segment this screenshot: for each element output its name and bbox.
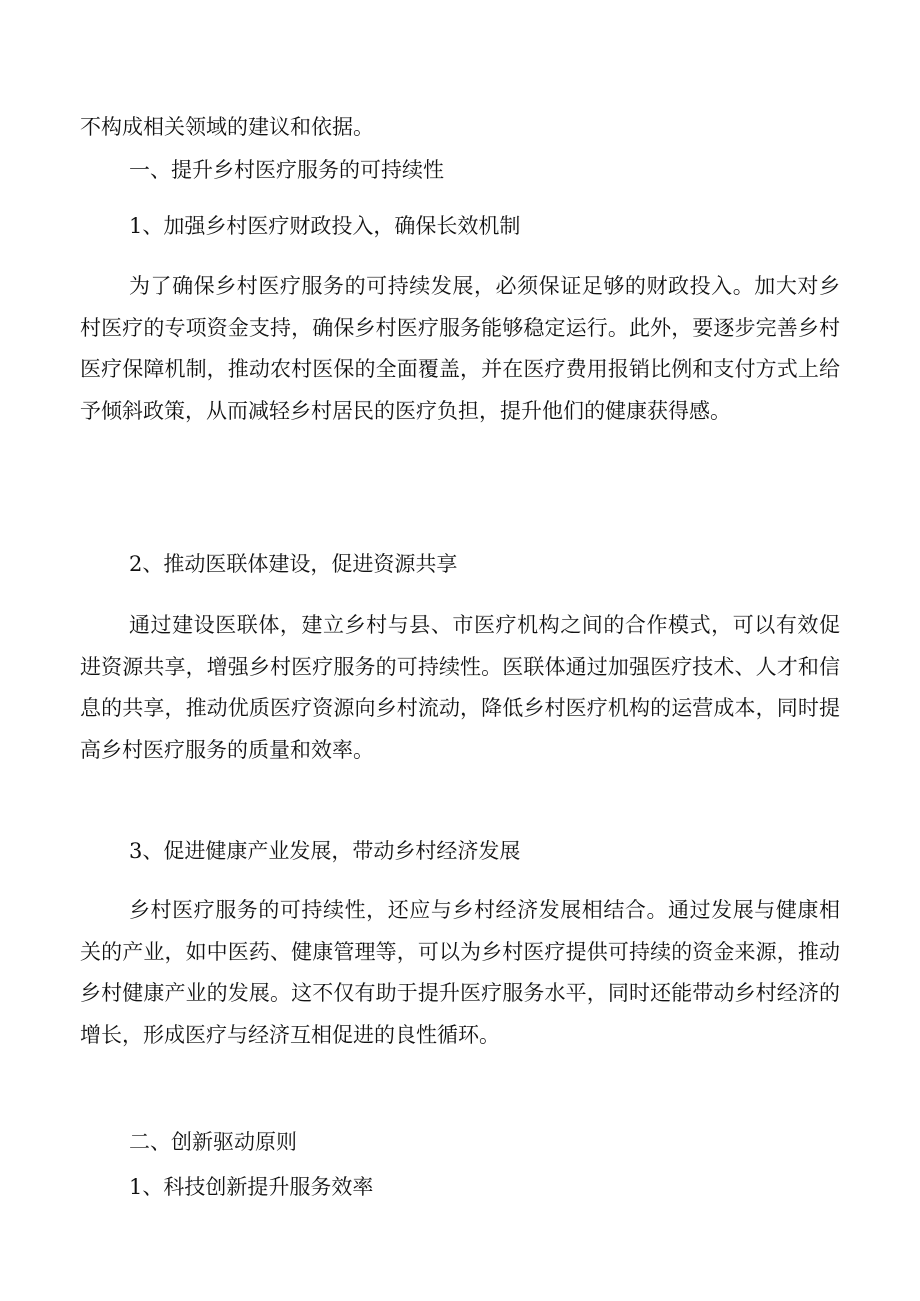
subsection-title-1-1: 1、加强乡村医疗财政投入，确保长效机制 bbox=[129, 214, 521, 238]
paragraph-1-3: 乡村医疗服务的可持续性，还应与乡村经济发展相结合。通过发展与健康相关的产业，如中医药、健康管理等，可以为乡村医疗提供可持续的资金来源，推动乡村健康产业的发展。这不仅有助于提升医疗服务水平，同时还能带动乡村经济的增长，形成医疗与经济互相促进的良性循环。 bbox=[80, 898, 840, 1047]
subsection-title-2-1: 1、科技创新提升服务效率 bbox=[129, 1175, 374, 1199]
subsection-title-1-3: 3、促进健康产业发展，带动乡村经济发展 bbox=[129, 839, 521, 863]
section-heading-2: 二、创新驱动原则 bbox=[129, 1130, 297, 1154]
subsection-title-1-2: 2、推动医联体建设，促进资源共享 bbox=[129, 552, 458, 576]
continuation-text: 不构成相关领域的建议和依据。 bbox=[80, 115, 374, 139]
section-heading-1: 一、提升乡村医疗服务的可持续性 bbox=[129, 158, 444, 182]
paragraph-1-1: 为了确保乡村医疗服务的可持续发展，必须保证足够的财政投入。加大对乡村医疗的专项资金支持，确保乡村医疗服务能够稳定运行。此外，要逐步完善乡村医疗保障机制，推动农村医保的全面覆盖，并在医疗费用报销比例和支付方式上给予倾斜政策，从而减轻乡村居民的医疗负担，提升他们的健康获得感。 bbox=[80, 274, 840, 423]
paragraph-1-2: 通过建设医联体，建立乡村与县、市医疗机构之间的合作模式，可以有效促进资源共享，增强乡村医疗服务的可持续性。医联体通过加强医疗技术、人才和信息的共享，推动优质医疗资源向乡村流动，降低乡村医疗机构的运营成本，同时提高乡村医疗服务的质量和效率。 bbox=[80, 613, 840, 762]
